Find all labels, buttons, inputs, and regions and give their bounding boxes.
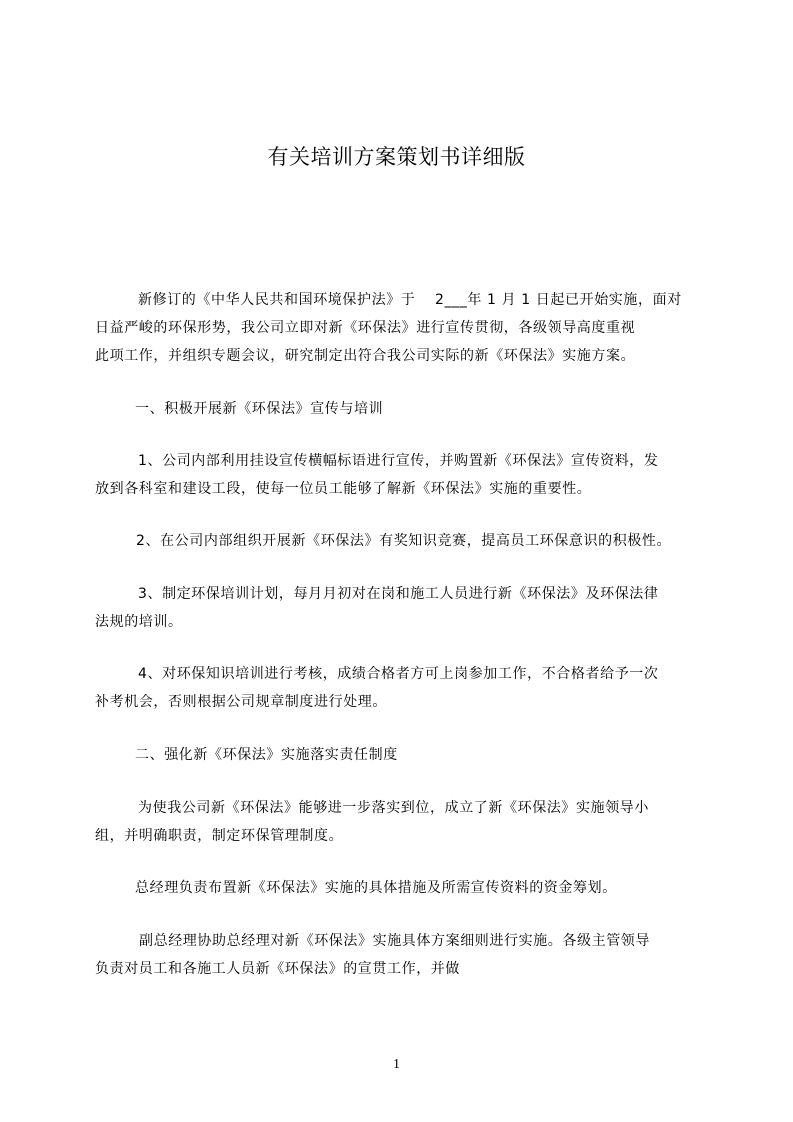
section-1-item-1-line-1: 1、公司内部利用挂设宣传横幅标语进行宣传，并购置新《环保法》宣传资料，发 bbox=[138, 453, 659, 469]
section-1-item-2-line-1: 2、在公司内部组织开展新《环保法》有奖知识竞赛，提高员工环保意识的积极性。 bbox=[136, 533, 672, 549]
section-2-para-3-line-1: 副总经理协助总经理对新《环保法》实施具体方案细则进行实施。各级主管领导 bbox=[139, 933, 650, 949]
intro-line-1-part1: 新修订的《中华人民共和国环境保护法》于 2 bbox=[138, 292, 445, 308]
intro-line-1-part2: 年 1 月 1 日起已开始实施，面对 bbox=[467, 292, 682, 308]
section-2-para-1-line-2: 组，并明确职责，制定环保管理制度。 bbox=[95, 828, 344, 844]
section-1-item-3-line-2: 法规的培训。 bbox=[95, 614, 183, 630]
intro-year-blank: ___ bbox=[444, 292, 468, 308]
document-title: 有关培训方案策划书详细版 bbox=[267, 145, 526, 169]
intro-line-2: 日益严峻的环保形势，我公司立即对新《环保法》进行宣传贯彻，各级领导高度重视 bbox=[95, 320, 636, 336]
intro-line-3: 此项工作，并组织专题会议，研究制定出符合我公司实际的新《环保法》实施方案。 bbox=[95, 348, 636, 364]
section-1-item-4-line-2: 补考机会，否则根据公司规章制度进行处理。 bbox=[95, 694, 387, 710]
section-1-item-3-line-1: 3、制定环保培训计划，每月月初对在岗和施工人员进行新《环保法》及环保法律 bbox=[138, 586, 659, 602]
section-2-para-2-line-1: 总经理负责布置新《环保法》实施的具体措施及所需宣传资料的资金筹划。 bbox=[135, 880, 617, 896]
section-2-para-1-line-1: 为使我公司新《环保法》能够进一步落实到位，成立了新《环保法》实施领导小 bbox=[138, 800, 649, 816]
section-2-heading: 二、强化新《环保法》实施落实责任制度 bbox=[135, 747, 398, 763]
intro-line-1 bbox=[138, 290, 682, 310]
section-1-item-4-line-1: 4、对环保知识培训进行考核，成绩合格者方可上岗参加工作，不合格者给予一次 bbox=[138, 666, 659, 682]
section-2-para-3-line-2: 负责对员工和各施工人员新《环保法》的宣贯工作，并做 bbox=[95, 961, 460, 977]
section-1-item-1-line-2: 放到各科室和建设工段，使每一位员工能够了解新《环保法》实施的重要性。 bbox=[95, 481, 592, 497]
page-number: 1 bbox=[393, 1057, 400, 1072]
section-1-heading: 一、积极开展新《环保法》宣传与培训 bbox=[135, 401, 384, 417]
